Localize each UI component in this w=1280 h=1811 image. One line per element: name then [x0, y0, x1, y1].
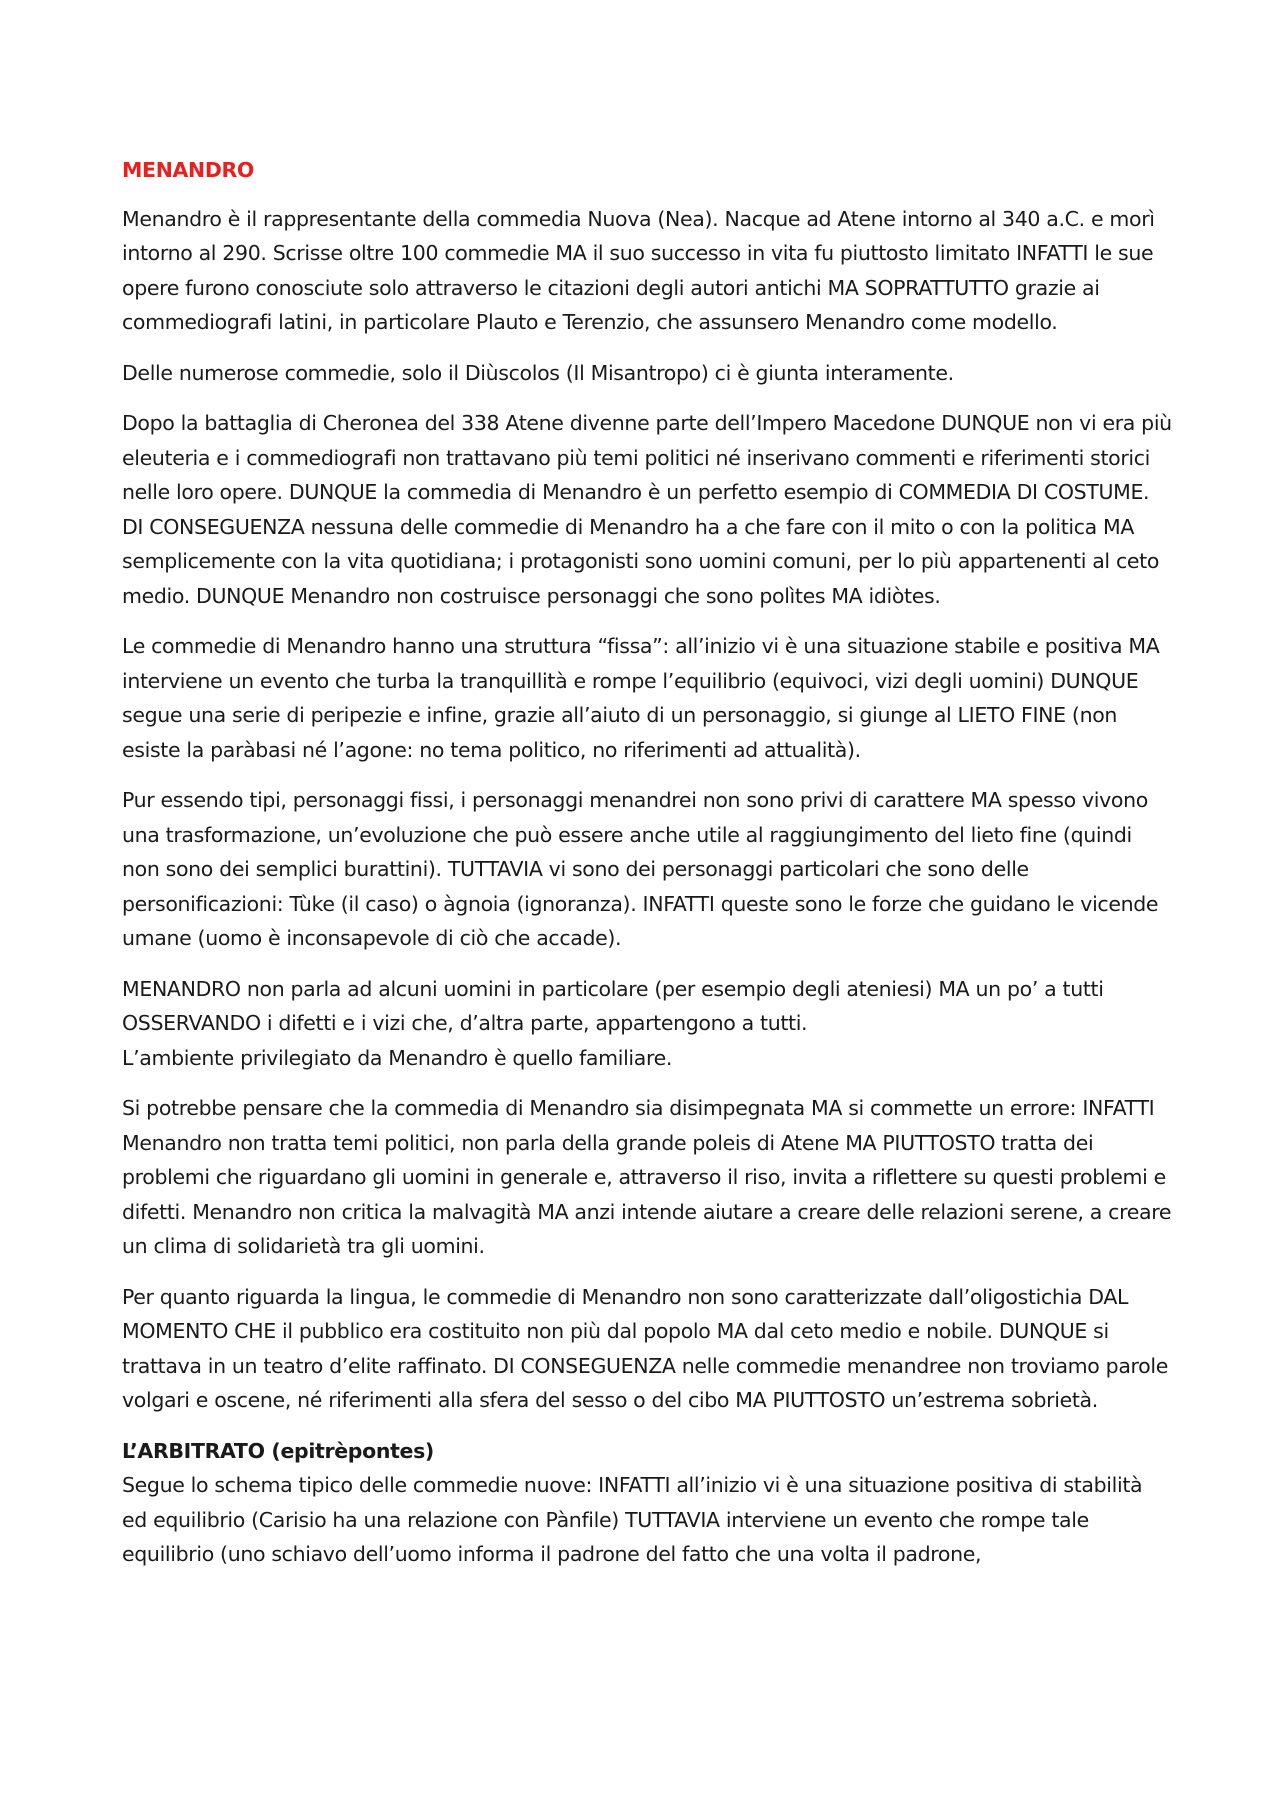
paragraph-intro: Menandro è il rappresentante della commedia Nuova (Nea). Nacque ad Atene intorno al 340 a.C. e morì intorno al 290. Scrisse oltre 100 commedie MA il suo successo in vita fu piuttosto limitato INFATTI le sue opere furono conosciute solo attraverso le citazioni degli autori antichi MA SOPRATTUTTO grazie ai commediografi latini, in particolare Plauto e Terenzio, che assunsero Menandro come modello.: [122, 206, 1155, 334]
paragraph-diuscolos: Delle numerose commedie, solo il Diùscolos (Il Misantropo) ci è giunta interamente.: [122, 360, 954, 385]
paragraph-uomini: MENANDRO non parla ad alcuni uomini in particolare (per esempio degli ateniesi) MA un po’ a tutti OSSERVANDO i difetti e i vizi che, d’altra parte, appartengono a tutti.: [122, 976, 1104, 1035]
paragraph-disimpegno: Si potrebbe pensare che la commedia di Menandro sia disimpegnata MA si commette un errore: INFATTI Menandro non tratta temi politici, non parla della grande poleis di Atene MA PIUTTOSTO tratta dei problemi che riguardano gli uomini in generale e, attraverso il riso, invita a riflettere su questi problemi e difetti. Menandro non critica la malvagità MA anzi intende aiutare a creare delle relazioni serene, a creare un clima di solidarietà tra gli uomini.: [122, 1096, 1172, 1258]
document-body: [122, 153, 1172, 1572]
paragraph-struttura: Le commedie di Menandro hanno una struttura “fissa”: all’inizio vi è una situazione stabile e positiva MA interviene un evento che turba la tranquillità e rompe l’equilibrio (equivoci, vizi degli uomini) DUNQUE segue una serie di peripezie e infine, grazie all’aiuto di un personaggio, si giunge al LIETO FINE (non esiste la paràbasi né l’agone: no tema politico, no riferimenti ad attualità).: [122, 634, 1160, 762]
document-title: MENANDRO: [122, 158, 255, 182]
paragraph-ambiente: L’ambiente privilegiato da Menandro è quello familiare.: [122, 1045, 673, 1070]
paragraph-cheronea: Dopo la battaglia di Cheronea del 338 Atene divenne parte dell’Impero Macedone DUNQUE non vi era più eleuteria e i commediografi non trattavano più temi politici né inserivano commenti e riferimenti storici nelle loro opere. DUNQUE la commedia di Menandro è un perfetto esempio di COMMEDIA DI COSTUME. DI CONSEGUENZA nessuna delle commedie di Menandro ha a che fare con il mito o con la politica MA semplicemente con la vita quotidiana; i protagonisti sono uomini comuni, per lo più appartenenti al ceto medio. DUNQUE Menandro non costruisce personaggi che sono polìtes MA idiòtes.: [122, 411, 1172, 608]
paragraph-lingua: Per quanto riguarda la lingua, le commedie di Menandro non sono caratterizzate dall’oligostichia DAL MOMENTO CHE il pubblico era costituito non più dal popolo MA dal ceto medio e nobile. DUNQUE si trattava in un teatro d’elite raffinato. DI CONSEGUENZA nelle commedie menandree non troviamo parole volgari e oscene, né riferimenti alla sfera del sesso o del cibo MA PIUTTOSTO un’estrema sobrietà.: [122, 1284, 1168, 1412]
paragraph-arbitrato: Segue lo schema tipico delle commedie nuove: INFATTI all’inizio vi è una situazione positiva di stabilità ed equilibrio (Carisio ha una relazione con Pànfile) TUTTAVIA interviene un evento che rompe tale equilibrio (uno schiavo dell’uomo informa il padrone del fatto che una volta il padrone,: [122, 1473, 1143, 1566]
paragraph-personaggi: Pur essendo tipi, personaggi fissi, i personaggi menandrei non sono privi di carattere MA spesso vivono una trasformazione, un’evoluzione che può essere anche utile al raggiungimento del lieto fine (quindi non sono dei semplici burattini). TUTTAVIA vi sono dei personaggi particolari che sono delle personificazioni: Tùke (il caso) o àgnoia (ignoranza). INFATTI queste sono le forze che guidano le vicende umane (uomo è inconsapevole di ciò che accade).: [122, 788, 1159, 950]
section-heading-arbitrato: L’ARBITRATO (epitrèpontes): [122, 1438, 434, 1463]
